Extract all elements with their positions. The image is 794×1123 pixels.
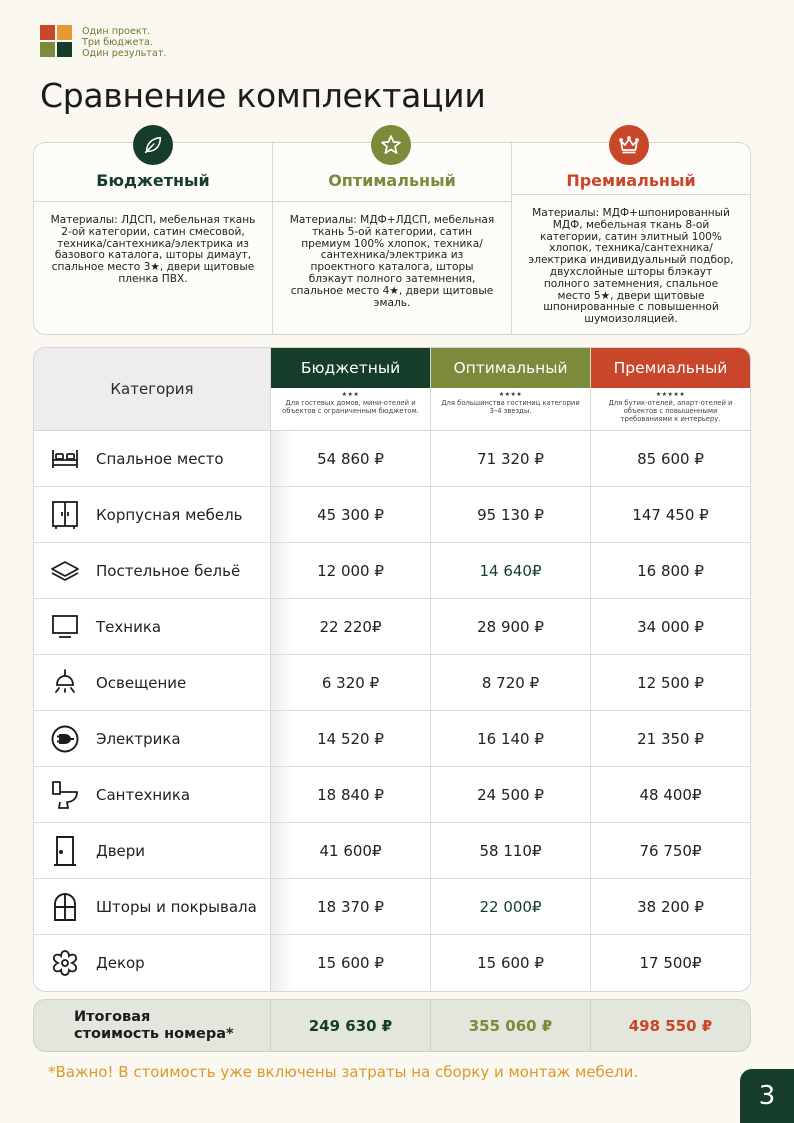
row-category <box>34 711 271 766</box>
table-row <box>34 879 750 935</box>
tiers-overview <box>33 142 751 335</box>
row-label: Шторы и покрывала <box>96 897 257 916</box>
tier-optimal <box>273 143 512 334</box>
tier-name: Оптимальный <box>328 171 456 190</box>
value-budget: 41 600₽ <box>271 823 431 878</box>
page-number: 3 <box>740 1069 794 1123</box>
value-premium: 16 800 ₽ <box>637 561 704 580</box>
stars-rating: ★★★★ <box>498 391 523 398</box>
column-label: Бюджетный <box>271 348 430 388</box>
value-optimal: 24 500 ₽ <box>431 767 591 822</box>
column-label: Премиальный <box>591 348 750 388</box>
column-subheader <box>271 388 430 430</box>
row-label: Электрика <box>96 729 181 748</box>
tier-name: Бюджетный <box>96 171 210 190</box>
value-budget: 18 370 ₽ <box>271 879 431 934</box>
row-category <box>34 879 271 934</box>
value-optimal: 8 720 ₽ <box>431 655 591 710</box>
row-label: Постельное бельё <box>96 561 241 580</box>
lamp-icon <box>50 668 80 698</box>
column-header-budget <box>271 348 431 430</box>
value-optimal: 22 000₽ <box>431 879 591 934</box>
brand-logo <box>40 25 166 59</box>
row-category <box>34 487 271 542</box>
logo-line-2: Три бюджета. <box>82 37 153 48</box>
value-optimal: 14 640₽ <box>431 543 591 598</box>
row-category <box>34 767 271 822</box>
value-optimal: 71 320 ₽ <box>431 431 591 486</box>
total-optimal: 355 060 ₽ <box>431 1000 591 1051</box>
category-header: Категория <box>34 348 271 430</box>
star-icon <box>371 125 411 165</box>
value-optimal: 95 130 ₽ <box>431 487 591 542</box>
value-budget: 22 220₽ <box>271 599 431 654</box>
total-row <box>33 999 751 1052</box>
value-optimal: 58 110₽ <box>431 823 591 878</box>
tier-name: Премиальный <box>566 171 696 190</box>
total-label <box>34 1000 271 1051</box>
table-row <box>34 655 750 711</box>
value-premium: 34 000 ₽ <box>637 617 704 636</box>
value-budget: 18 840 ₽ <box>271 767 431 822</box>
table-row <box>34 711 750 767</box>
window-icon <box>50 892 80 922</box>
footnote: *Важно! В стоимость уже включены затраты на сборку и монтаж мебели. <box>48 1063 639 1081</box>
total-budget: 249 630 ₽ <box>271 1000 431 1051</box>
page-title: Сравнение комплектации <box>40 76 486 115</box>
total-label-line-1: Итоговая <box>74 1008 151 1025</box>
value-premium: 48 400₽ <box>639 785 702 804</box>
layers-icon <box>50 556 80 586</box>
row-label: Техника <box>96 617 162 636</box>
logo-line-3: Один результат. <box>82 48 167 59</box>
toilet-icon <box>50 780 80 810</box>
leaf-icon <box>133 125 173 165</box>
column-header-premium <box>591 348 750 430</box>
column-note: Для большинства гостиниц категории 3–4 звезды. <box>441 399 580 415</box>
value-premium: 76 750₽ <box>639 841 702 860</box>
crown-icon <box>609 125 649 165</box>
value-premium: 147 450 ₽ <box>632 505 709 524</box>
table-row <box>34 487 750 543</box>
row-label: Двери <box>96 841 146 860</box>
table-row <box>34 823 750 879</box>
value-premium: 17 500₽ <box>639 954 702 972</box>
row-category <box>34 823 271 878</box>
tier-description: Материалы: МДФ+шпонированный МДФ, мебельная ткань 8-ой категории, сатин элитный 100% хлопок, техника/сантехника/электрика индивидуальный подбор, двухслойные шторы блэкаут полного затемнения, спальное место 5★, двери щитовые шпонированные с повышенной шумоизоляцией. <box>528 207 734 326</box>
table-row <box>34 599 750 655</box>
table-row <box>34 935 750 991</box>
tier-description: Материалы: МДФ+ЛДСП, мебельная ткань 5-ой категории, сатин премиум 100% хлопок, техника/сантехника/электрика из проектного каталога, шторы блэкаут полного затемнения, спальное место 4★, двери щитовые эмаль. <box>289 214 495 309</box>
stars-rating: ★★★★★ <box>655 391 686 398</box>
column-label: Оптимальный <box>431 348 590 388</box>
value-premium: 85 600 ₽ <box>637 449 704 468</box>
tier-description: Материалы: ЛДСП, мебельная ткань 2-ой категории, сатин смесовой, техника/сантехника/электрика из базового каталога, шторы димаут, спальное место 3★, двери щитовые пленка ПВХ. <box>50 214 256 285</box>
value-premium: 12 500 ₽ <box>637 673 704 692</box>
logo-mark <box>40 25 72 57</box>
value-budget: 14 520 ₽ <box>271 711 431 766</box>
logo-line-1: Один проект. <box>82 26 151 37</box>
value-budget: 15 600 ₽ <box>271 935 431 991</box>
value-premium: 21 350 ₽ <box>637 729 704 748</box>
column-header-optimal <box>431 348 591 430</box>
row-category <box>34 599 271 654</box>
value-budget: 54 860 ₽ <box>271 431 431 486</box>
table-row <box>34 767 750 823</box>
door-icon <box>50 836 80 866</box>
column-subheader <box>591 388 750 430</box>
table-header <box>34 348 750 431</box>
plug-icon <box>50 724 80 754</box>
total-label-line-2: стоимость номера* <box>74 1025 234 1042</box>
value-budget: 45 300 ₽ <box>271 487 431 542</box>
tier-premium <box>512 143 750 334</box>
row-label: Корпусная мебель <box>96 505 243 524</box>
tier-budget <box>34 143 273 334</box>
flower-icon <box>50 948 80 978</box>
row-category <box>34 655 271 710</box>
row-category <box>34 431 271 486</box>
value-optimal: 16 140 ₽ <box>431 711 591 766</box>
row-category <box>34 935 271 991</box>
value-optimal: 15 600 ₽ <box>431 935 591 991</box>
value-budget: 6 320 ₽ <box>271 655 431 710</box>
monitor-icon <box>50 612 80 642</box>
column-subheader <box>431 388 590 430</box>
stars-rating: ★★★ <box>341 391 360 398</box>
row-category <box>34 543 271 598</box>
value-premium: 38 200 ₽ <box>637 897 704 916</box>
logo-tagline <box>82 25 166 59</box>
value-optimal: 28 900 ₽ <box>431 599 591 654</box>
column-note: Для гостевых домов, мини-отелей и объектов с ограниченным бюджетом. <box>282 399 419 415</box>
row-label: Спальное место <box>96 449 224 468</box>
bed-icon <box>50 444 80 474</box>
row-label: Декор <box>96 954 145 972</box>
row-label: Сантехника <box>96 785 191 804</box>
table-row <box>34 431 750 487</box>
row-label: Освещение <box>96 673 187 692</box>
wardrobe-icon <box>50 500 80 530</box>
total-premium: 498 550 ₽ <box>628 1016 713 1035</box>
price-comparison-table <box>33 347 751 992</box>
value-budget: 12 000 ₽ <box>271 543 431 598</box>
column-note: Для бутик-отелей, апарт-отелей и объектов с повышенными требованиями к интерьеру. <box>608 399 733 423</box>
table-row <box>34 543 750 599</box>
